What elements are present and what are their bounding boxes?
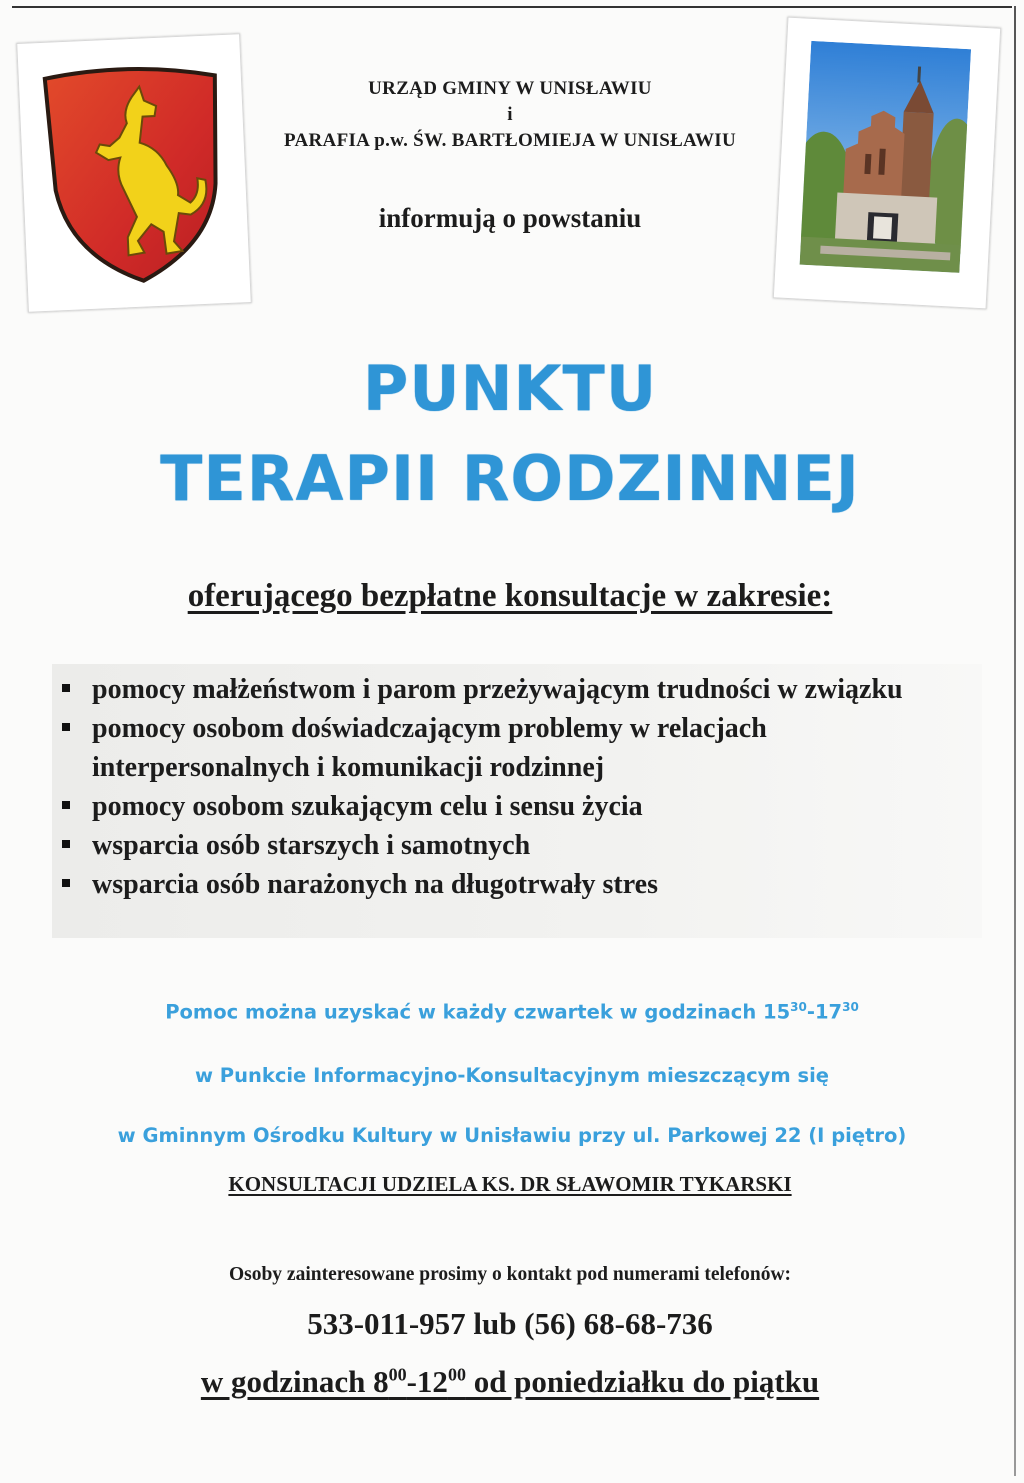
info-schedule-end-minutes: 30 xyxy=(842,1000,859,1014)
list-item xyxy=(58,826,938,865)
list-item-text: pomocy osobom szukającym celu i sensu życia xyxy=(92,791,643,822)
info-schedule-end-hour: -17 xyxy=(806,1000,843,1024)
right-border xyxy=(1014,6,1016,1476)
phone-numbers: 533-011-957 lub (56) 68-68-736 xyxy=(307,1306,713,1341)
info-address: w Gminnym Ośrodku Kultury w Unisławiu przy ul. Parkowej 22 (I piętro) xyxy=(117,1124,907,1147)
bullet-icon xyxy=(62,801,70,809)
list-item-text: wsparcia osób starszych i samotnych xyxy=(92,830,531,861)
list-item-text: wsparcia osób narażonych na długotrwały stres xyxy=(92,869,659,900)
church-photo xyxy=(800,41,972,273)
bullet-icon xyxy=(62,684,70,692)
info-schedule-text: Pomoc można uzyskać w każdy czwartek w godzinach 15 xyxy=(165,1000,791,1024)
office-hours-days: od poniedziałku do piątku xyxy=(465,1364,820,1399)
top-border xyxy=(12,6,1012,8)
offer-subtitle: oferującego bezpłatne konsultacje w zakresie: xyxy=(187,578,833,614)
header-office: URZĄD GMINY W UNISŁAWIU xyxy=(368,78,652,99)
title-line-2: TERAPII RODZINNEJ xyxy=(160,442,860,515)
header-parish: PARAFIA p.w. ŚW. BARTŁOMIEJA W UNISŁAWIU xyxy=(284,130,736,151)
info-schedule-start-minutes: 30 xyxy=(790,1000,807,1014)
list-item-text: pomocy osobom doświadczającym problemy w relacjach interpersonalnych i komunikacji rodzinnej xyxy=(92,713,767,783)
consultant-name: KONSULTACJI UDZIELA KS. DR SŁAWOMIR TYKARSKI xyxy=(228,1172,792,1196)
list-item-text: pomocy małżeństwom i parom przeżywającym trudności w związku xyxy=(92,674,903,705)
bullet-icon xyxy=(62,723,70,731)
bullet-icon xyxy=(62,840,70,848)
bullet-icon xyxy=(62,879,70,887)
list-item xyxy=(58,670,938,709)
title-line-1: PUNKTU xyxy=(362,352,658,425)
office-hours-start-minutes: 00 xyxy=(388,1364,407,1385)
office-hours-end-minutes: 00 xyxy=(447,1364,466,1385)
list-item xyxy=(58,865,938,904)
contact-intro: Osoby zainteresowane prosimy o kontakt pod numerami telefonów: xyxy=(228,1264,792,1285)
offer-list xyxy=(58,670,938,904)
coat-of-arms-icon xyxy=(34,53,234,291)
office-hours-start: w godzinach 8 xyxy=(200,1364,389,1399)
coat-of-arms-card xyxy=(16,33,252,313)
info-location: w Punkcie Informacyjno-Konsultacyjnym mieszczącym się xyxy=(194,1064,830,1087)
office-hours xyxy=(60,1364,960,1400)
church-photo-card xyxy=(773,17,1001,310)
office-hours-end: -12 xyxy=(406,1364,448,1399)
list-item xyxy=(58,787,938,826)
header-informs: informują o powstaniu xyxy=(378,203,642,233)
header-and: i xyxy=(507,104,513,125)
info-schedule xyxy=(40,1000,984,1024)
list-item xyxy=(58,709,938,787)
